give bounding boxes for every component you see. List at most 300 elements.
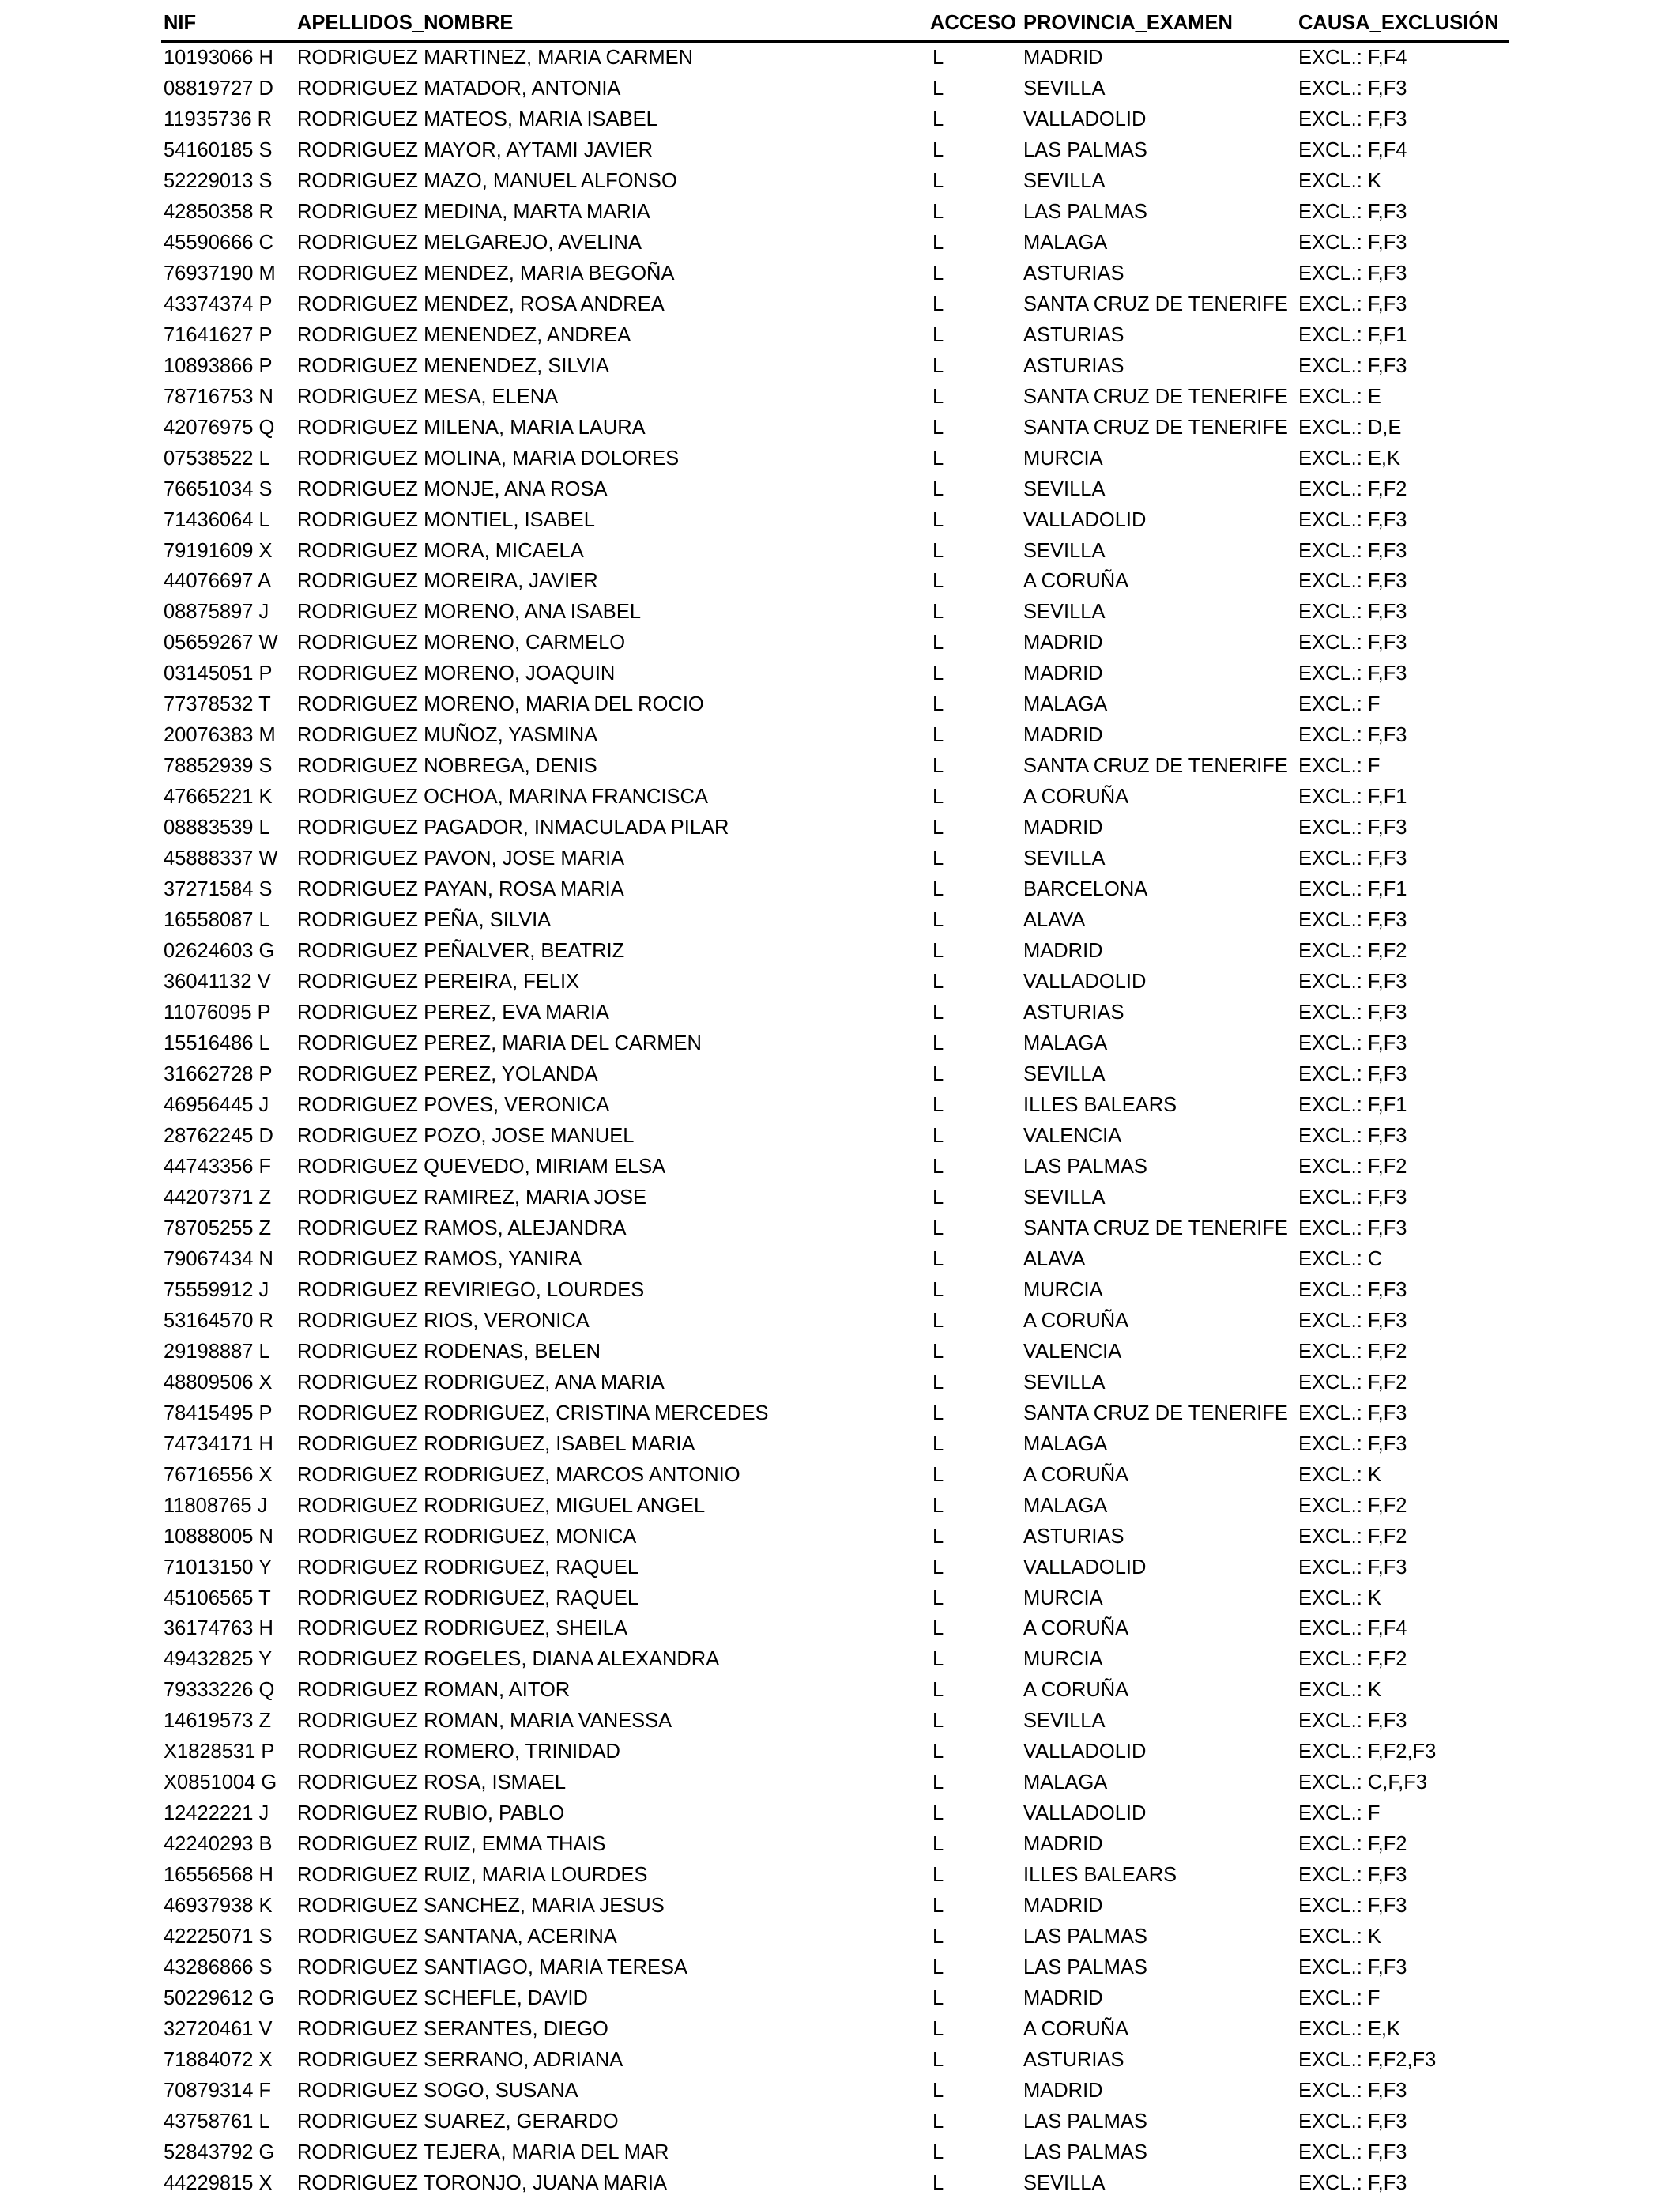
table-row (0, 658, 1680, 689)
cell-causa-exclusion: EXCL.: F,F3 (1298, 2141, 1407, 2163)
cell-acceso: L (932, 1463, 944, 1486)
cell-acceso: L (932, 1247, 944, 1270)
cell-apellidos-nombre: RODRIGUEZ RODRIGUEZ, MIGUEL ANGEL (297, 1494, 706, 1517)
cell-acceso: L (932, 107, 944, 130)
cell-causa-exclusion: EXCL.: F,F3 (1298, 1556, 1407, 1579)
cell-acceso: L (932, 1155, 944, 1178)
cell-provincia-examen: SANTA CRUZ DE TENERIFE (1023, 1216, 1288, 1239)
cell-apellidos-nombre: RODRIGUEZ SOGO, SUSANA (297, 2080, 578, 2103)
cell-provincia-examen: MALAGA (1023, 1432, 1108, 1455)
cell-apellidos-nombre: RODRIGUEZ RAMOS, YANIRA (297, 1247, 582, 1270)
cell-acceso: L (932, 786, 944, 809)
cell-apellidos-nombre: RODRIGUEZ RODRIGUEZ, CRISTINA MERCEDES (297, 1401, 769, 1424)
cell-nif: 42076975 Q (164, 416, 275, 439)
cell-causa-exclusion: EXCL.: F,F3 (1298, 77, 1407, 100)
header-acceso: ACCESO (930, 12, 1017, 34)
cell-causa-exclusion: EXCL.: E (1298, 385, 1381, 408)
cell-nif: 14619573 Z (164, 1710, 272, 1733)
table-row (0, 1337, 1680, 1367)
cell-nif: 07538522 L (164, 447, 270, 470)
cell-provincia-examen: SEVILLA (1023, 539, 1106, 562)
cell-acceso: L (932, 47, 944, 69)
cell-apellidos-nombre: RODRIGUEZ QUEVEDO, MIRIAM ELSA (297, 1155, 666, 1178)
table-row (0, 720, 1680, 751)
cell-acceso: L (932, 477, 944, 500)
cell-nif: 20076383 M (164, 724, 276, 747)
cell-acceso: L (932, 909, 944, 932)
cell-provincia-examen: MALAGA (1023, 1771, 1108, 1794)
cell-acceso: L (932, 1987, 944, 2010)
cell-acceso: L (932, 1586, 944, 1609)
cell-acceso: L (932, 1401, 944, 1424)
cell-causa-exclusion: EXCL.: F,F1 (1298, 1093, 1407, 1116)
cell-causa-exclusion: EXCL.: K (1298, 1463, 1381, 1486)
table-row (0, 843, 1680, 874)
cell-provincia-examen: LAS PALMAS (1023, 1956, 1147, 1979)
cell-apellidos-nombre: RODRIGUEZ PEREZ, EVA MARIA (297, 1001, 609, 1024)
cell-nif: 46937938 K (164, 1895, 273, 1918)
cell-nif: 02624603 G (164, 940, 275, 963)
cell-nif: 45590666 C (164, 231, 273, 254)
header-apellidos-nombre: APELLIDOS_NOMBRE (297, 12, 514, 34)
cell-nif: 45888337 W (164, 847, 278, 870)
cell-nif: 52843792 G (164, 2141, 275, 2163)
cell-acceso: L (932, 693, 944, 716)
table-row (0, 967, 1680, 998)
cell-nif: 11935736 R (164, 107, 273, 130)
cell-causa-exclusion: EXCL.: C (1298, 1247, 1383, 1270)
cell-causa-exclusion: EXCL.: F (1298, 1987, 1381, 2010)
cell-nif: 78852939 S (164, 755, 273, 778)
cell-acceso: L (932, 1926, 944, 1948)
cell-nif: 78415495 P (164, 1401, 273, 1424)
cell-causa-exclusion: EXCL.: F,F2 (1298, 940, 1407, 963)
cell-apellidos-nombre: RODRIGUEZ MESA, ELENA (297, 385, 559, 408)
cell-acceso: L (932, 1679, 944, 1702)
cell-acceso: L (932, 323, 944, 346)
cell-apellidos-nombre: RODRIGUEZ MORENO, JOAQUIN (297, 662, 616, 685)
table-row (0, 1552, 1680, 1583)
cell-acceso: L (932, 1556, 944, 1579)
cell-causa-exclusion: EXCL.: F,F1 (1298, 323, 1407, 346)
cell-nif: 37271584 S (164, 878, 273, 901)
table-row (0, 1737, 1680, 1767)
cell-provincia-examen: SANTA CRUZ DE TENERIFE (1023, 292, 1288, 315)
cell-nif: 11808765 J (164, 1494, 268, 1517)
cell-causa-exclusion: EXCL.: F,F3 (1298, 262, 1407, 285)
cell-causa-exclusion: EXCL.: F,F3 (1298, 847, 1407, 870)
cell-acceso: L (932, 262, 944, 285)
cell-acceso: L (932, 1216, 944, 1239)
cell-causa-exclusion: EXCL.: F,F3 (1298, 724, 1407, 747)
cell-apellidos-nombre: RODRIGUEZ SUAREZ, GERARDO (297, 2110, 619, 2133)
cell-apellidos-nombre: RODRIGUEZ MENDEZ, MARIA BEGOÑA (297, 262, 675, 285)
cell-causa-exclusion: EXCL.: F,F3 (1298, 1278, 1407, 1301)
table-row (0, 813, 1680, 843)
table-row (0, 1860, 1680, 1891)
cell-provincia-examen: MADRID (1023, 2080, 1103, 2103)
cell-causa-exclusion: EXCL.: E,K (1298, 2018, 1400, 2041)
table-row (0, 443, 1680, 474)
cell-apellidos-nombre: RODRIGUEZ POVES, VERONICA (297, 1093, 610, 1116)
cell-causa-exclusion: EXCL.: F,F3 (1298, 2171, 1407, 2194)
cell-causa-exclusion: EXCL.: C,F,F3 (1298, 1771, 1427, 1794)
table-row (0, 1306, 1680, 1337)
cell-provincia-examen: VALLADOLID (1023, 1741, 1147, 1763)
cell-provincia-examen: SEVILLA (1023, 847, 1106, 870)
cell-causa-exclusion: EXCL.: F,F3 (1298, 1895, 1407, 1918)
cell-acceso: L (932, 1494, 944, 1517)
cell-acceso: L (932, 1895, 944, 1918)
cell-nif: 78705255 Z (164, 1216, 272, 1239)
cell-provincia-examen: SANTA CRUZ DE TENERIFE (1023, 385, 1288, 408)
cell-acceso: L (932, 601, 944, 624)
cell-apellidos-nombre: RODRIGUEZ MEDINA, MARTA MARIA (297, 200, 650, 223)
table-row (0, 197, 1680, 228)
cell-apellidos-nombre: RODRIGUEZ RODENAS, BELEN (297, 1340, 601, 1363)
cell-provincia-examen: ASTURIAS (1023, 1525, 1124, 1548)
table-row (0, 998, 1680, 1028)
cell-nif: 12422221 J (164, 1802, 269, 1825)
cell-provincia-examen: SEVILLA (1023, 601, 1106, 624)
table-row (0, 413, 1680, 443)
cell-apellidos-nombre: RODRIGUEZ MORENO, MARIA DEL ROCIO (297, 693, 704, 716)
cell-provincia-examen: MADRID (1023, 1987, 1103, 2010)
cell-provincia-examen: A CORUÑA (1023, 570, 1129, 593)
cell-causa-exclusion: EXCL.: F,F2 (1298, 1525, 1407, 1548)
table-row (0, 104, 1680, 135)
cell-provincia-examen: LAS PALMAS (1023, 2110, 1147, 2133)
table-row (0, 135, 1680, 166)
cell-apellidos-nombre: RODRIGUEZ ROMAN, MARIA VANESSA (297, 1710, 672, 1733)
cell-causa-exclusion: EXCL.: F,F3 (1298, 292, 1407, 315)
cell-causa-exclusion: EXCL.: F,F2,F3 (1298, 2049, 1437, 2072)
cell-causa-exclusion: EXCL.: F,F2 (1298, 1155, 1407, 1178)
cell-causa-exclusion: EXCL.: K (1298, 1586, 1381, 1609)
header-causa-exclusion: CAUSA_EXCLUSIÓN (1298, 12, 1499, 34)
cell-apellidos-nombre: RODRIGUEZ MAZO, MANUEL ALFONSO (297, 169, 677, 192)
table-row (0, 1460, 1680, 1491)
cell-apellidos-nombre: RODRIGUEZ TEJERA, MARIA DEL MAR (297, 2141, 669, 2163)
cell-causa-exclusion: EXCL.: F (1298, 755, 1381, 778)
cell-acceso: L (932, 1864, 944, 1887)
cell-acceso: L (932, 231, 944, 254)
table-row (0, 1675, 1680, 1706)
cell-acceso: L (932, 385, 944, 408)
cell-acceso: L (932, 416, 944, 439)
cell-nif: 43286866 S (164, 1956, 273, 1979)
cell-causa-exclusion: EXCL.: F,F2 (1298, 477, 1407, 500)
cell-acceso: L (932, 1340, 944, 1363)
cell-provincia-examen: MALAGA (1023, 1494, 1108, 1517)
cell-acceso: L (932, 1186, 944, 1209)
table-row (0, 597, 1680, 628)
table-row (0, 1706, 1680, 1737)
cell-apellidos-nombre: RODRIGUEZ RODRIGUEZ, MARCOS ANTONIO (297, 1463, 740, 1486)
cell-provincia-examen: MURCIA (1023, 1278, 1103, 1301)
cell-apellidos-nombre: RODRIGUEZ MARTINEZ, MARIA CARMEN (297, 47, 694, 69)
cell-provincia-examen: ASTURIAS (1023, 1001, 1124, 1024)
cell-causa-exclusion: EXCL.: F,F2 (1298, 1340, 1407, 1363)
cell-nif: 71884072 X (164, 2049, 273, 2072)
table-row (0, 258, 1680, 289)
cell-causa-exclusion: EXCL.: F,F3 (1298, 1216, 1407, 1239)
cell-nif: 44229815 X (164, 2171, 273, 2194)
cell-apellidos-nombre: RODRIGUEZ MORENO, CARMELO (297, 632, 626, 654)
cell-provincia-examen: A CORUÑA (1023, 1309, 1129, 1332)
table-row (0, 1398, 1680, 1429)
table-row (0, 228, 1680, 258)
cell-acceso: L (932, 1309, 944, 1332)
cell-causa-exclusion: EXCL.: F,F3 (1298, 231, 1407, 254)
cell-provincia-examen: SEVILLA (1023, 2171, 1106, 2194)
table-row (0, 1244, 1680, 1275)
cell-provincia-examen: MADRID (1023, 817, 1103, 839)
cell-nif: 42225071 S (164, 1926, 273, 1948)
cell-causa-exclusion: EXCL.: F,F3 (1298, 909, 1407, 932)
cell-causa-exclusion: EXCL.: F,F3 (1298, 1186, 1407, 1209)
cell-apellidos-nombre: RODRIGUEZ MENENDEZ, ANDREA (297, 323, 631, 346)
cell-provincia-examen: SEVILLA (1023, 1371, 1106, 1394)
cell-causa-exclusion: EXCL.: F (1298, 1802, 1381, 1825)
table-row (0, 1429, 1680, 1460)
cell-acceso: L (932, 77, 944, 100)
cell-causa-exclusion: EXCL.: F,F2 (1298, 1494, 1407, 1517)
cell-causa-exclusion: EXCL.: F,F3 (1298, 508, 1407, 531)
table-row (0, 2045, 1680, 2076)
cell-provincia-examen: MURCIA (1023, 1648, 1103, 1671)
cell-apellidos-nombre: RODRIGUEZ PEÑALVER, BEATRIZ (297, 940, 625, 963)
table-header (0, 8, 1680, 39)
cell-provincia-examen: ASTURIAS (1023, 262, 1124, 285)
cell-nif: 71641627 P (164, 323, 273, 346)
cell-nif: 71013150 Y (164, 1556, 273, 1579)
cell-acceso: L (932, 724, 944, 747)
cell-acceso: L (932, 755, 944, 778)
cell-apellidos-nombre: RODRIGUEZ MOREIRA, JAVIER (297, 570, 598, 593)
cell-provincia-examen: ALAVA (1023, 1247, 1086, 1270)
table-row (0, 474, 1680, 505)
cell-causa-exclusion: EXCL.: F,F3 (1298, 971, 1407, 994)
table-row (0, 689, 1680, 720)
table-row (0, 1152, 1680, 1182)
cell-nif: 54160185 S (164, 138, 273, 161)
cell-provincia-examen: MALAGA (1023, 231, 1108, 254)
cell-causa-exclusion: EXCL.: F,F3 (1298, 817, 1407, 839)
table-row (0, 936, 1680, 967)
table-row (0, 1983, 1680, 2014)
cell-apellidos-nombre: RODRIGUEZ RAMOS, ALEJANDRA (297, 1216, 627, 1239)
cell-apellidos-nombre: RODRIGUEZ ROMERO, TRINIDAD (297, 1741, 620, 1763)
cell-provincia-examen: MALAGA (1023, 1032, 1108, 1055)
table-row (0, 1121, 1680, 1152)
cell-provincia-examen: SEVILLA (1023, 1710, 1106, 1733)
cell-causa-exclusion: EXCL.: F,F3 (1298, 539, 1407, 562)
cell-causa-exclusion: EXCL.: F,F3 (1298, 1032, 1407, 1055)
cell-provincia-examen: VALLADOLID (1023, 107, 1147, 130)
cell-apellidos-nombre: RODRIGUEZ MORENO, ANA ISABEL (297, 601, 642, 624)
cell-provincia-examen: VALLADOLID (1023, 1802, 1147, 1825)
cell-provincia-examen: MURCIA (1023, 447, 1103, 470)
cell-apellidos-nombre: RODRIGUEZ SCHEFLE, DAVID (297, 1987, 588, 2010)
cell-apellidos-nombre: RODRIGUEZ SERANTES, DIEGO (297, 2018, 608, 2041)
cell-nif: 79333226 Q (164, 1679, 275, 1702)
cell-causa-exclusion: EXCL.: F,F1 (1298, 786, 1407, 809)
cell-causa-exclusion: EXCL.: F,F3 (1298, 1001, 1407, 1024)
cell-acceso: L (932, 2049, 944, 2072)
cell-provincia-examen: A CORUÑA (1023, 2018, 1129, 2041)
table-row (0, 1028, 1680, 1059)
cell-apellidos-nombre: RODRIGUEZ MORA, MICAELA (297, 539, 584, 562)
cell-apellidos-nombre: RODRIGUEZ MONJE, ANA ROSA (297, 477, 608, 500)
cell-apellidos-nombre: RODRIGUEZ PEREIRA, FELIX (297, 971, 580, 994)
cell-apellidos-nombre: RODRIGUEZ RODRIGUEZ, RAQUEL (297, 1586, 639, 1609)
cell-provincia-examen: ASTURIAS (1023, 354, 1124, 377)
cell-causa-exclusion: EXCL.: F,F4 (1298, 138, 1407, 161)
cell-provincia-examen: VALLADOLID (1023, 971, 1147, 994)
table-row (0, 905, 1680, 936)
cell-causa-exclusion: EXCL.: F,F3 (1298, 200, 1407, 223)
cell-acceso: L (932, 138, 944, 161)
cell-apellidos-nombre: RODRIGUEZ MATEOS, MARIA ISABEL (297, 107, 657, 130)
table-row (0, 1922, 1680, 1952)
table-row (0, 751, 1680, 782)
table-row (0, 1767, 1680, 1798)
cell-causa-exclusion: EXCL.: F,F3 (1298, 1124, 1407, 1147)
cell-provincia-examen: SEVILLA (1023, 1063, 1106, 1085)
cell-apellidos-nombre: RODRIGUEZ SANCHEZ, MARIA JESUS (297, 1895, 665, 1918)
cell-causa-exclusion: EXCL.: F,F4 (1298, 1617, 1407, 1640)
cell-apellidos-nombre: RODRIGUEZ MENDEZ, ROSA ANDREA (297, 292, 665, 315)
cell-apellidos-nombre: RODRIGUEZ NOBREGA, DENIS (297, 755, 597, 778)
table-row (0, 351, 1680, 382)
cell-nif: 43758761 L (164, 2110, 270, 2133)
cell-apellidos-nombre: RODRIGUEZ RODRIGUEZ, RAQUEL (297, 1556, 639, 1579)
table-row (0, 1275, 1680, 1306)
table-row (0, 874, 1680, 905)
cell-nif: 75559912 J (164, 1278, 269, 1301)
cell-provincia-examen: LAS PALMAS (1023, 1155, 1147, 1178)
table-row (0, 382, 1680, 413)
cell-apellidos-nombre: RODRIGUEZ RODRIGUEZ, ISABEL MARIA (297, 1432, 695, 1455)
cell-nif: 36041132 V (164, 971, 271, 994)
cell-apellidos-nombre: RODRIGUEZ MUÑOZ, YASMINA (297, 724, 598, 747)
cell-acceso: L (932, 1371, 944, 1394)
cell-causa-exclusion: EXCL.: F,F3 (1298, 601, 1407, 624)
cell-provincia-examen: ILLES BALEARS (1023, 1093, 1177, 1116)
cell-acceso: L (932, 1124, 944, 1147)
cell-apellidos-nombre: RODRIGUEZ MAYOR, AYTAMI JAVIER (297, 138, 654, 161)
cell-acceso: L (932, 292, 944, 315)
cell-acceso: L (932, 1525, 944, 1548)
cell-causa-exclusion: EXCL.: F,F3 (1298, 1309, 1407, 1332)
cell-causa-exclusion: EXCL.: F,F3 (1298, 1864, 1407, 1887)
cell-provincia-examen: LAS PALMAS (1023, 200, 1147, 223)
cell-apellidos-nombre: RODRIGUEZ SANTIAGO, MARIA TERESA (297, 1956, 688, 1979)
cell-provincia-examen: MADRID (1023, 940, 1103, 963)
cell-provincia-examen: LAS PALMAS (1023, 2141, 1147, 2163)
cell-causa-exclusion: EXCL.: F (1298, 693, 1381, 716)
cell-causa-exclusion: EXCL.: F,F4 (1298, 47, 1407, 69)
cell-provincia-examen: LAS PALMAS (1023, 138, 1147, 161)
cell-acceso: L (932, 1710, 944, 1733)
cell-nif: 70879314 F (164, 2080, 272, 2103)
cell-acceso: L (932, 2080, 944, 2103)
cell-causa-exclusion: EXCL.: F,F3 (1298, 1401, 1407, 1424)
cell-nif: 71436064 L (164, 508, 270, 531)
cell-provincia-examen: VALENCIA (1023, 1124, 1122, 1147)
cell-apellidos-nombre: RODRIGUEZ PAVON, JOSE MARIA (297, 847, 625, 870)
cell-provincia-examen: MADRID (1023, 1895, 1103, 1918)
cell-apellidos-nombre: RODRIGUEZ RIOS, VERONICA (297, 1309, 590, 1332)
cell-nif: 77378532 T (164, 693, 271, 716)
table-row (0, 2137, 1680, 2168)
cell-provincia-examen: VALENCIA (1023, 1340, 1122, 1363)
cell-provincia-examen: MADRID (1023, 662, 1103, 685)
cell-causa-exclusion: EXCL.: E,K (1298, 447, 1400, 470)
cell-acceso: L (932, 847, 944, 870)
table-row (0, 1213, 1680, 1244)
cell-nif: 08875897 J (164, 601, 269, 624)
cell-provincia-examen: ILLES BALEARS (1023, 1864, 1177, 1887)
cell-acceso: L (932, 2141, 944, 2163)
cell-nif: 08819727 D (164, 77, 273, 100)
cell-nif: 74734171 H (164, 1432, 273, 1455)
table-row (0, 1798, 1680, 1829)
cell-provincia-examen: MURCIA (1023, 1586, 1103, 1609)
cell-acceso: L (932, 817, 944, 839)
cell-acceso: L (932, 940, 944, 963)
cell-acceso: L (932, 1278, 944, 1301)
cell-nif: 49432825 Y (164, 1648, 273, 1671)
cell-provincia-examen: A CORUÑA (1023, 1679, 1129, 1702)
cell-provincia-examen: A CORUÑA (1023, 1463, 1129, 1486)
cell-provincia-examen: VALLADOLID (1023, 1556, 1147, 1579)
cell-apellidos-nombre: RODRIGUEZ PAGADOR, INMACULADA PILAR (297, 817, 729, 839)
cell-apellidos-nombre: RODRIGUEZ RODRIGUEZ, ANA MARIA (297, 1371, 665, 1394)
cell-acceso: L (932, 2171, 944, 2194)
table-row (0, 1952, 1680, 1983)
cell-nif: 10193066 H (164, 47, 273, 69)
cell-provincia-examen: LAS PALMAS (1023, 1926, 1147, 1948)
cell-provincia-examen: SEVILLA (1023, 1186, 1106, 1209)
cell-nif: 08883539 L (164, 817, 270, 839)
cell-causa-exclusion: EXCL.: K (1298, 1926, 1381, 1948)
cell-nif: 46956445 J (164, 1093, 269, 1116)
cell-causa-exclusion: EXCL.: F,F3 (1298, 107, 1407, 130)
cell-nif: 11076095 P (164, 1001, 271, 1024)
table-row (0, 505, 1680, 536)
cell-causa-exclusion: EXCL.: F,F3 (1298, 570, 1407, 593)
cell-acceso: L (932, 662, 944, 685)
cell-acceso: L (932, 447, 944, 470)
cell-causa-exclusion: EXCL.: F,F3 (1298, 662, 1407, 685)
cell-nif: X0851004 G (164, 1771, 277, 1794)
cell-apellidos-nombre: RODRIGUEZ MOLINA, MARIA DOLORES (297, 447, 680, 470)
cell-nif: 44743356 F (164, 1155, 272, 1178)
table-row (0, 2107, 1680, 2137)
table-row (0, 566, 1680, 597)
cell-acceso: L (932, 2110, 944, 2133)
cell-provincia-examen: MADRID (1023, 632, 1103, 654)
cell-acceso: L (932, 169, 944, 192)
cell-nif: 31662728 P (164, 1063, 273, 1085)
table-row (0, 1090, 1680, 1121)
cell-nif: 76716556 X (164, 1463, 273, 1486)
cell-nif: 44207371 Z (164, 1186, 272, 1209)
cell-causa-exclusion: EXCL.: F,F2 (1298, 1833, 1407, 1856)
cell-provincia-examen: VALLADOLID (1023, 508, 1147, 531)
